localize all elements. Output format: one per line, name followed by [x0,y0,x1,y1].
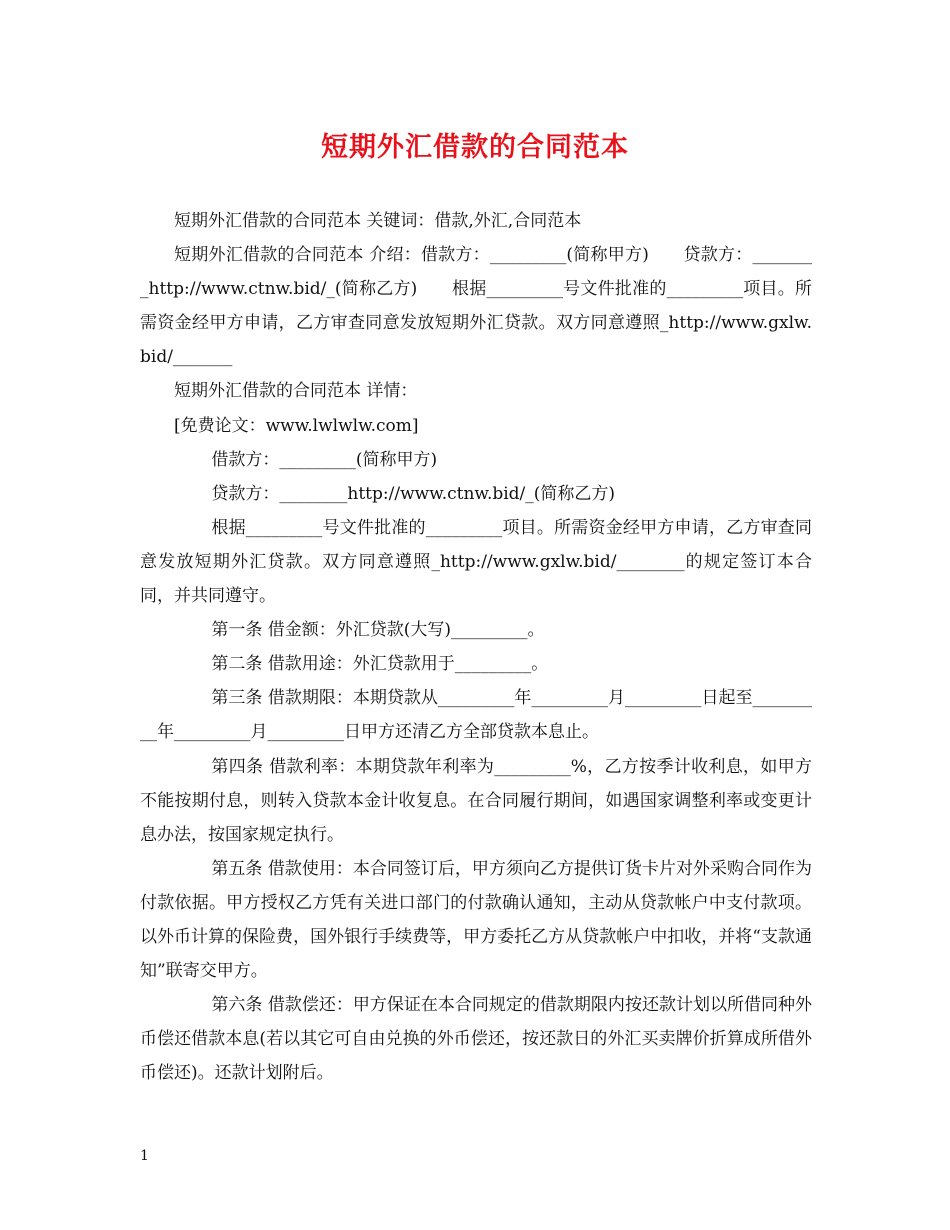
article-5: 第五条 借款使用：本合同签订后，甲方须向乙方提供订货卡片对外采购合同作为付款依据。甲方授权乙方凭有关进口部门的付款确认通知，主动从贷款帐户中支付款项。以外币计算的保险费，国外银行手续费等，甲方委托乙方从贷款帐户中扣收，并将“支款通知”联寄交甲方。 [140,858,812,982]
article-3: 第三条 借款期限：本期贷款从_________年_________月_________日起至_________年_________月_________日甲方还清乙方全部贷款本息止。 [140,688,812,743]
borrower-line: 借款方：_________(简称甲方) [211,449,438,470]
source-note: [免费论文：www.lwlwlw.com] [174,415,419,436]
details-heading: 短期外汇借款的合同范本 详情： [174,381,418,402]
keywords-paragraph: 短期外汇借款的合同范本 关键词：借款,外汇,合同范本 [174,211,582,231]
article-2: 第二条 借款用途：外汇贷款用于_________。 [211,654,549,675]
basis-paragraph: 根据_________号文件批准的_________项目。所需资金经甲方申请，乙方审查同意发放短期外汇贷款。双方同意遵照_http://www.gxlw.bid/________的规定签订本合同，并共同遵守。 [140,517,812,607]
article-1: 第一条 借金额：外汇贷款(大写)_________。 [211,620,545,641]
page-title: 短期外汇借款的合同范本 [321,132,629,163]
article-4: 第四条 借款利率：本期贷款年利率为_________%，乙方按季计收利息，如甲方不能按期付息，则转入贷款本金计收复息。在合同履行期间，如遇国家调整利率或变更计息办法，按国家规定执行。 [140,756,812,845]
page-number: 1 [140,1148,149,1164]
lender-line: 贷款方：________http://www.ctnw.bid/_(简称乙方) [211,483,616,504]
document-body [140,204,812,1090]
intro-paragraph: 短期外汇借款的合同范本 介绍：借款方：_________(简称甲方) 贷款方：________http://www.ctnw.bid/_(简称乙方) 根据_________号文件批准的_________项目。所需资金经甲方申请，乙方审查同意发放短期外汇贷款。双方同意遵照_http://www.gxlw.bid/_______ [140,245,812,368]
article-6: 第六条 借款偿还：甲方保证在本合同规定的借款期限内按还款计划以所借同种外币偿还借款本息(若以其它可自由兑换的外币偿还，按还款日的外汇买卖牌价折算成所借外币偿还)。还款计划附后。 [140,995,812,1084]
